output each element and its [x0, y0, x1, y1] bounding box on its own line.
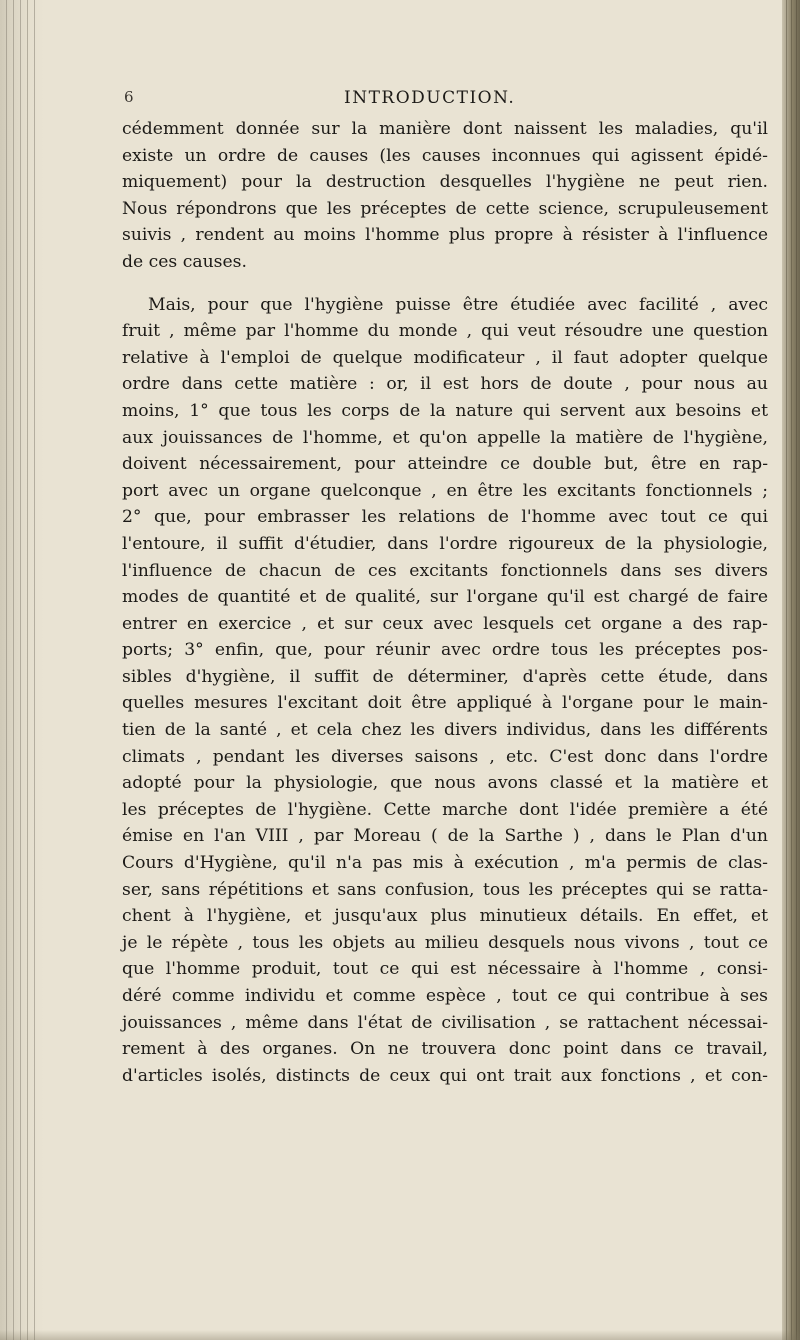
text-line: je le répète , tous les objets au milieu desquels nous vivons , tout ce — [122, 932, 768, 953]
text-line: ordre dans cette matière : or, il est hors de doute , pour nous au — [122, 374, 768, 395]
paragraph-gap — [122, 276, 768, 292]
text-line: de ces causes. — [122, 251, 247, 272]
text-line: chent à l'hygiène, et jusqu'aux plus minutieux détails. En effet, et — [122, 906, 768, 927]
text-line: moins, 1° que tous les corps de la nature qui servent aux besoins et — [122, 400, 768, 421]
text-line: Mais, pour que l'hygiène puisse être étudiée avec facilité , avec — [148, 294, 768, 315]
text-line: d'articles isolés, distincts de ceux qui ont trait aux fonctions , et con- — [122, 1065, 768, 1086]
text-line: ports; 3° enfin, que, pour réunir avec ordre tous les préceptes pos- — [122, 640, 768, 661]
text-line: cédemment donnée sur la manière dont naissent les maladies, qu'il — [122, 119, 768, 139]
text-line: port avec un organe quelconque , en être les excitants fonctionnels ; — [122, 480, 768, 501]
text-line: ser, sans répétitions et sans confusion, tous les préceptes qui se ratta- — [122, 879, 768, 900]
text-line: adopté pour la physiologie, que nous avons classé et la matière et — [122, 773, 768, 794]
text-line: l'influence de chacun de ces excitants fonctionnels dans ses divers — [122, 560, 768, 581]
text-line: existe un ordre de causes (les causes inconnues qui agissent épidé- — [122, 145, 768, 166]
text-line: quelles mesures l'excitant doit être appliqué à l'organe pour le main- — [122, 693, 768, 714]
text-line: émise en l'an VIII , par Moreau ( de la Sarthe ) , dans le Plan d'un — [122, 826, 768, 847]
text-line: climats , pendant les diverses saisons , etc. C'est donc dans l'ordre — [122, 746, 768, 767]
page-bottom-shadow — [0, 1330, 800, 1340]
text-line: entrer en exercice , et sur ceux avec lesquels cet organe a des rap- — [122, 613, 768, 634]
text-line: que l'homme produit, tout ce qui est nécessaire à l'homme , consi- — [122, 959, 768, 980]
text-line: fruit , même par l'homme du monde , qui veut résoudre une question — [122, 321, 768, 342]
running-header — [124, 88, 764, 114]
paragraph-1 — [122, 116, 768, 276]
paragraph-2 — [122, 292, 768, 1090]
text-line: tien de la santé , et cela chez les divers individus, dans les différents — [122, 720, 768, 741]
text-line: aux jouissances de l'homme, et qu'on appelle la matière de l'hygiène, — [122, 427, 768, 448]
text-line: déré comme individu et comme espèce , tout ce qui contribue à ses — [122, 986, 768, 1006]
running-header-title: INTRODUCTION. — [344, 88, 516, 108]
page-number: 6 — [124, 88, 134, 106]
text-line: Cours d'Hygiène, qu'il n'a pas mis à exécution , m'a permis de clas- — [122, 853, 768, 874]
text-line: jouissances , même dans l'état de civilisation , se rattachent nécessai- — [122, 1012, 768, 1033]
text-line: relative à l'emploi de quelque modificateur , il faut adopter quelque — [122, 347, 768, 368]
text-line: rement à des organes. On ne trouvera donc point dans ce travail, — [122, 1039, 768, 1060]
text-line: sibles d'hygiène, il suffit de déterminer, d'après cette étude, dans — [122, 666, 768, 687]
text-line: miquement) pour la destruction desquelles l'hygiène ne peut rien. — [122, 172, 768, 193]
text-line: suivis , rendent au moins l'homme plus propre à résister à l'influence — [122, 225, 768, 246]
body-text — [122, 116, 768, 1089]
text-line: doivent nécessairement, pour atteindre ce double but, être en rap- — [122, 454, 768, 475]
text-line: Nous répondrons que les préceptes de cette science, scrupuleusement — [122, 198, 768, 219]
text-line: modes de quantité et de qualité, sur l'organe qu'il est chargé de faire — [122, 587, 768, 608]
text-line: 2° que, pour embrasser les relations de l'homme avec tout ce qui — [122, 507, 768, 528]
text-line: l'entoure, il suffit d'étudier, dans l'ordre rigoureux de la physiologie, — [122, 533, 768, 554]
page-right-edge — [782, 0, 800, 1340]
text-line: les préceptes de l'hygiène. Cette marche dont l'idée première a été — [122, 799, 768, 820]
page-left-margin — [0, 0, 44, 1340]
